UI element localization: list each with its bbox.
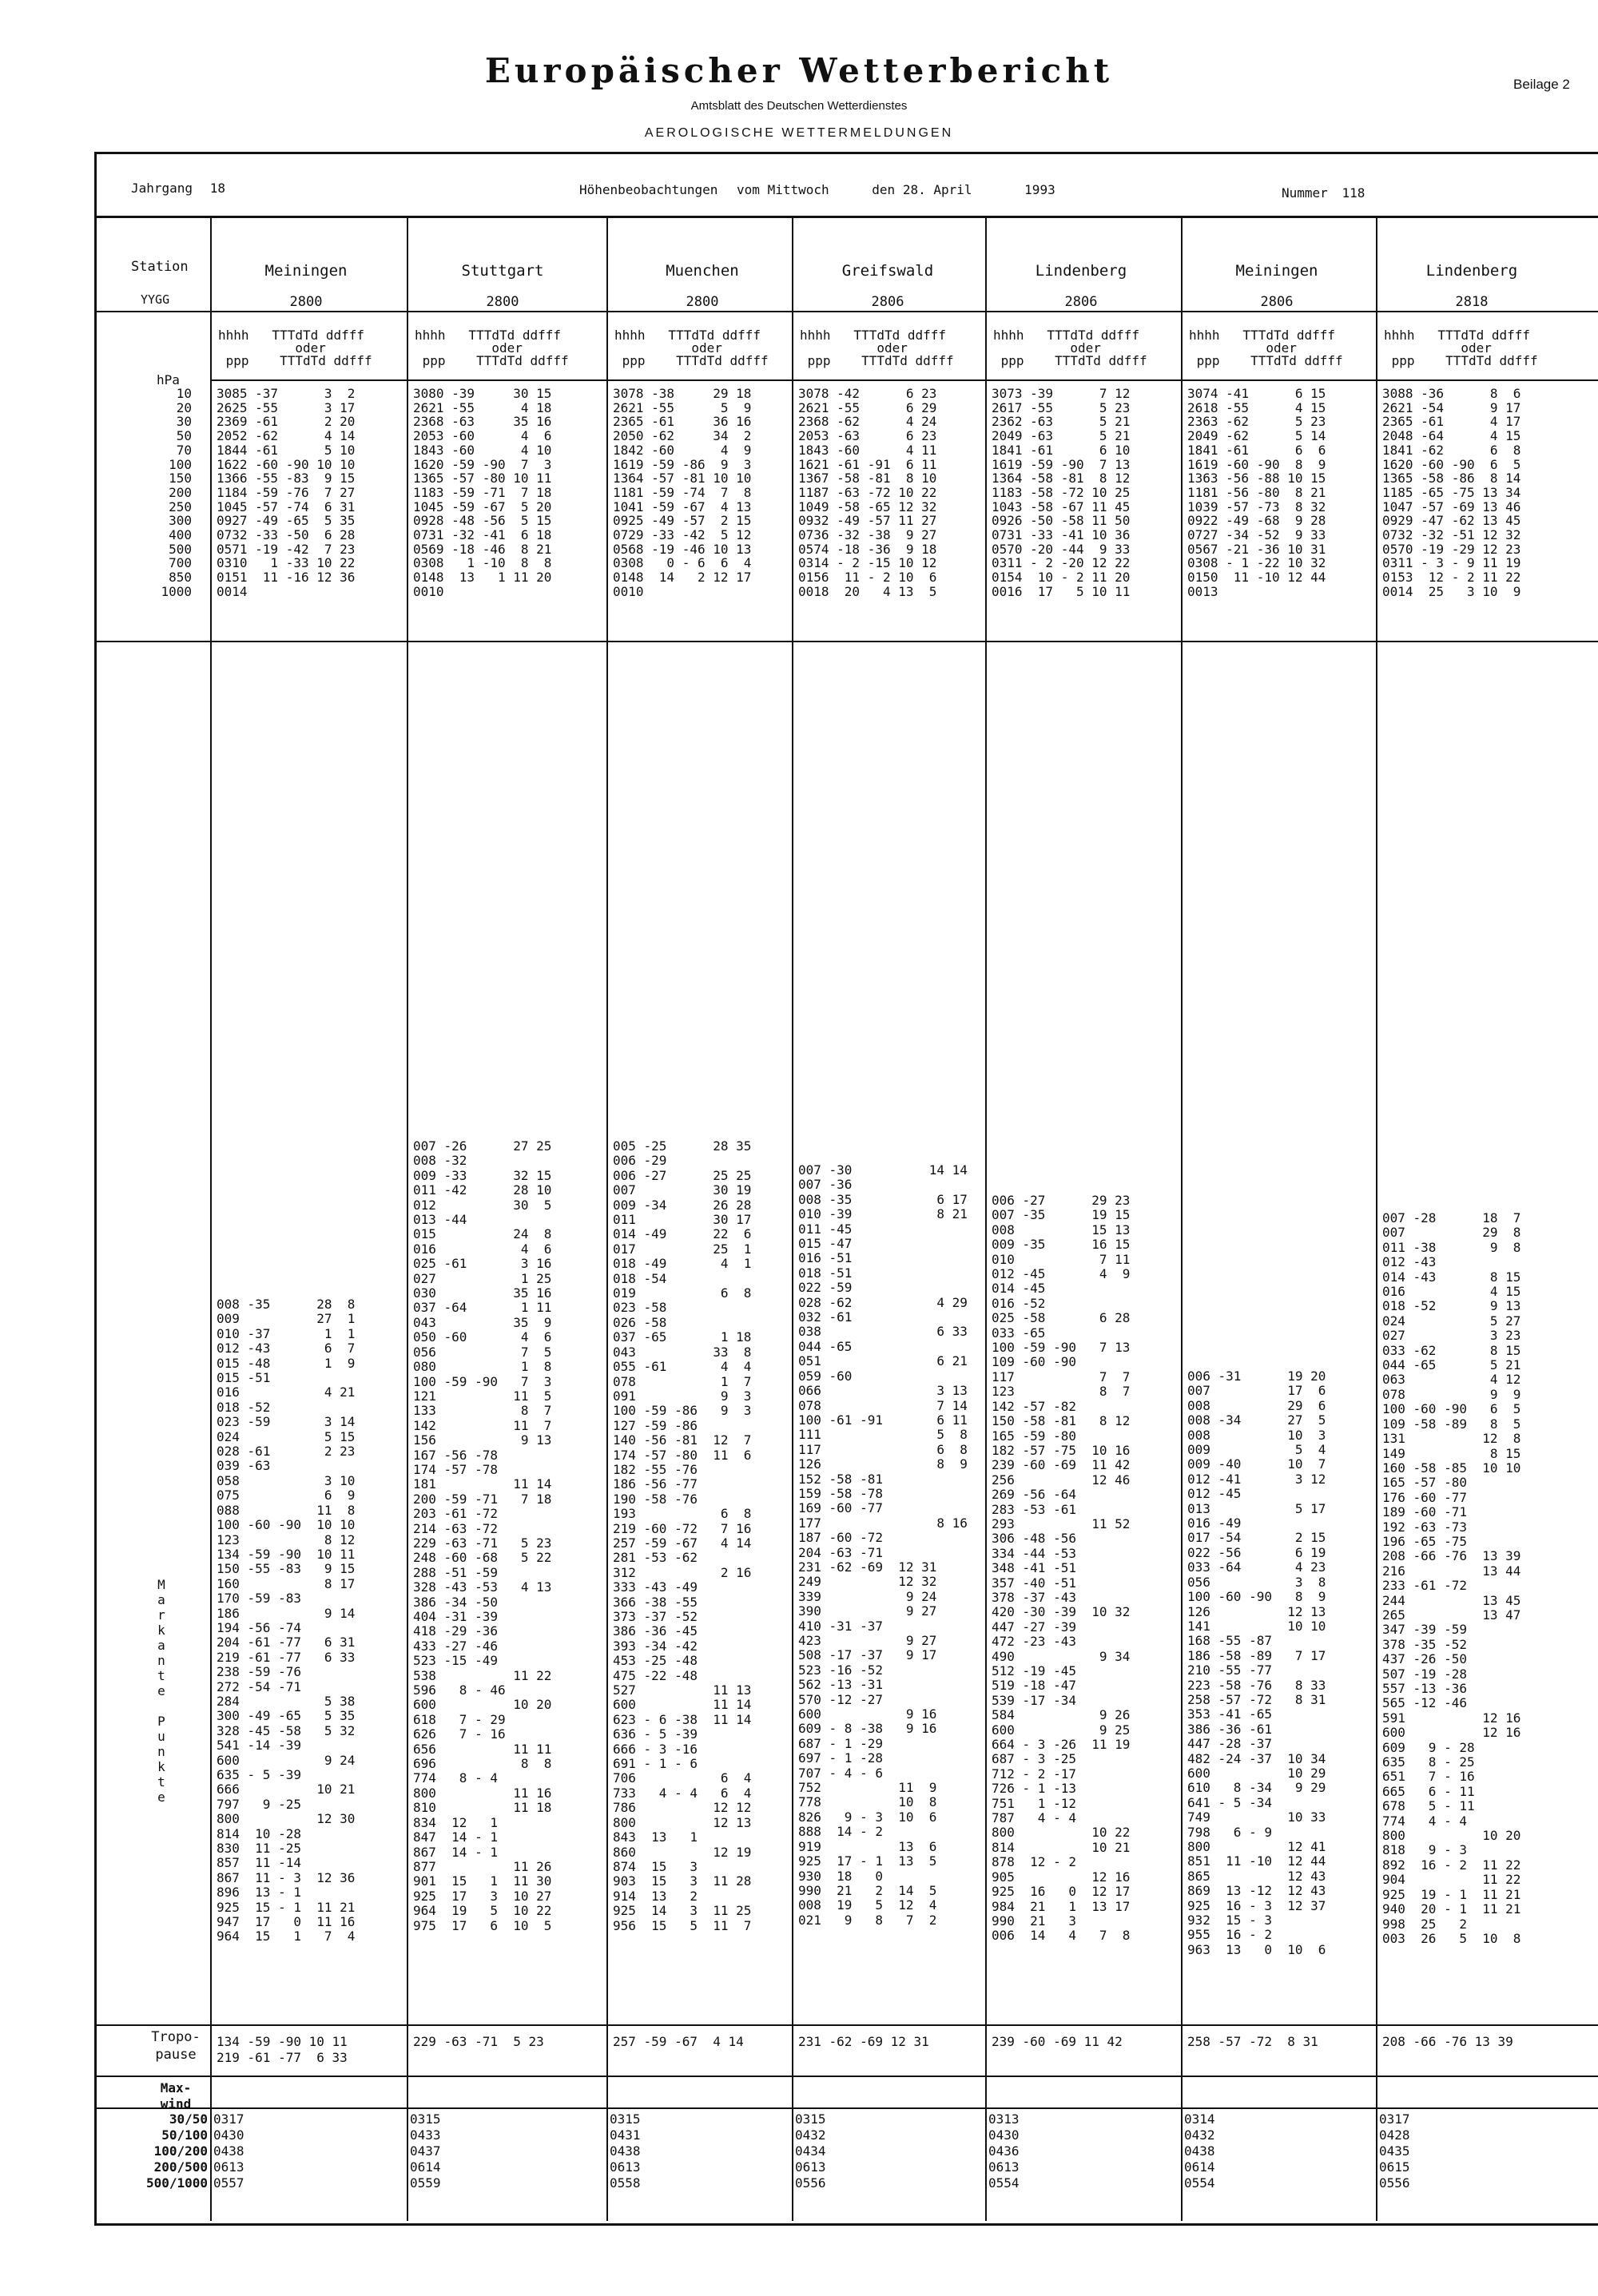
rule-info (94, 216, 1598, 218)
column-divider (792, 216, 793, 2221)
maxwind-data: 0317 0428 0435 0615 0556 (1379, 2111, 1410, 2191)
column-divider (606, 216, 608, 2221)
station-name: Stuttgart (461, 262, 544, 280)
station-yygg: 2800 (486, 294, 519, 310)
significant-points-data: 007 -28 18 7 007 29 8 011 -38 9 8 012 -43 014 -43 8 15 016 4 15 018 -52 9 13 024 5 27 027 3 23 033 -62 8 15 044 -65 5 21 063 4 12 078 9 9 100 -60 -90 6 5 109 -58 -89 8 5 131 12 8 149 8 15 160 -58 -85 10 10 165 -57 -80 176 -60 -77 189 -60 -71 192 -63 -73 196 -65 -75 208 -66 -76 13 39 216 13 44 233 -61 -72 244 13 45 265 13 47 347 -39 -59 378 -35 -52 437 -26 -50 507 -19 -28 557 -13 -36 565 -12 -46 591 12 16 600 12 16 609 9 - 28 635 8 - 25 651 7 - 16 665 6 - 11 678 5 - 11 774 4 - 4 800 10 20 818 9 - 3 892 16 - 2 11 22 904 11 22 925 19 - 1 11 21 940 20 - 1 11 21 998 25 2 003 26 5 10 8 (1382, 1210, 1521, 1946)
maxwind-data: 0315 0433 0437 0614 0559 (410, 2111, 441, 2191)
maxwind-data: 0317 0430 0438 0613 0557 (213, 2111, 244, 2191)
standard-levels-data: 3080 -39 30 15 2621 -55 4 18 2368 -63 35 16 2053 -60 4 6 1843 -60 4 10 1620 -59 -90 7 3 1365 -57 -80 10 11 1183 -59 -71 7 18 1045 -59 -67 5 20 0928 -48 -56 5 15 0731 -32 -41 6 18 0569 -18 -46 8 21 0308 1 -10 8 8 0148 13 1 11 20 0010 (413, 386, 552, 599)
station-name: Meiningen (1235, 262, 1318, 280)
station-yygg: 2800 (289, 294, 323, 310)
station-yygg: 2806 (1260, 294, 1294, 310)
station-label: Station (131, 259, 189, 275)
tropopause-label: Tropo- pause (151, 2029, 201, 2063)
maxwind-data: 0315 0431 0438 0613 0558 (610, 2111, 641, 2191)
tropopause-data: 258 -57 -72 8 31 (1187, 2034, 1318, 2049)
rule-sig (94, 2024, 1598, 2026)
markante-punkte-label: M a r k a n t e P u n k t e (157, 1577, 165, 1805)
station-name: Greifswald (841, 262, 934, 280)
station-yygg: 2806 (871, 294, 904, 310)
section-heading: AEROLOGISCHE WETTERMELDUNGEN (644, 126, 954, 140)
rule-maxwind (94, 2107, 1598, 2109)
station-name: Lindenberg (1035, 262, 1127, 280)
jahrgang-label: Jahrgang (131, 181, 193, 196)
date: 28. April (902, 182, 972, 197)
tropopause-data: 257 -59 -67 4 14 (613, 2034, 744, 2049)
obs-label: Höhenbeobachtungen (579, 182, 718, 197)
rule-main (94, 641, 1598, 642)
column-divider (1376, 216, 1377, 2221)
station-yygg: 2806 (1064, 294, 1098, 310)
hpa-label: hPa (157, 372, 180, 387)
den-label: den (872, 182, 896, 197)
maxwind-data: 0314 0432 0438 0614 0554 (1184, 2111, 1215, 2191)
tropopause-data: 239 -60 -69 11 42 (992, 2034, 1123, 2049)
wind-levels: 30/50 50/100 100/200 200/500 500/1000 (145, 2111, 208, 2191)
column-header: hhhh TTTdTd ddfff oder ppp TTTdTd ddfff (218, 328, 372, 368)
jahrgang-value: 18 (209, 181, 225, 196)
weekday: Mittwoch (767, 182, 829, 197)
significant-points-data: 005 -25 28 35 006 -29 006 -27 25 25 007 30 19 009 -34 26 28 011 30 17 014 -49 22 6 017 25 1 018 -49 4 1 018 -54 019 6 8 023 -58 026 -58 037 -65 1 18 043 33 8 055 -61 4 4 078 1 7 091 9 3 100 -59 -86 9 3 127 -59 -86 140 -56 -81 12 7 174 -57 -80 11 6 182 -55 -76 186 -56 -77 190 -58 -76 193 6 8 219 -60 -72 7 16 257 -59 -67 4 14 281 -53 -62 312 2 16 333 -43 -49 366 -38 -55 373 -37 -52 386 -36 -45 393 -34 -42 453 -25 -48 475 -22 -48 527 11 13 600 11 14 623 - 6 -38 11 14 636 - 5 -39 666 - 3 -16 691 - 1 - 6 706 6 4 733 4 - 4 6 4 786 12 12 800 12 13 843 13 1 860 12 19 874 15 3 903 15 3 11 28 914 13 2 925 14 3 11 25 956 15 5 11 7 (613, 1138, 752, 1933)
station-yygg: 2818 (1455, 294, 1489, 310)
obs-line (579, 182, 1055, 197)
standard-levels-data: 3074 -41 6 15 2618 -55 4 15 2363 -62 5 23 2049 -62 5 14 1841 -61 6 6 1619 -60 -90 8 9 1363 -56 -88 10 15 1181 -56 -80 8 21 1039 -57 -73 8 32 0922 -49 -68 9 28 0727 -34 -52 9 33 0567 -21 -36 10 31 0308 - 1 -22 10 32 0150 11 -10 12 44 0013 (1187, 386, 1326, 599)
station-yygg: 2800 (686, 294, 719, 310)
page-subtitle: Amtsblatt des Deutschen Wetterdienstes (690, 99, 908, 113)
significant-points-data: 006 -31 19 20 007 17 6 008 29 6 008 -34 27 5 008 10 3 009 5 4 009 -40 10 7 012 -41 3 12 012 -45 013 5 17 016 -49 017 -54 2 15 022 -56 6 19 033 -64 4 23 056 3 8 100 -60 -90 8 9 126 12 13 141 10 10 168 -55 -87 186 -58 -89 7 17 210 -55 -77 223 -58 -76 8 33 258 -57 -72 8 31 353 -41 -65 386 -36 -61 447 -28 -37 482 -24 -37 10 34 600 10 29 610 8 -34 9 29 641 - 5 -34 749 10 33 798 6 - 9 800 12 41 851 11 -10 12 44 865 12 43 869 13 -12 12 43 925 16 - 3 12 37 932 15 - 3 955 16 - 2 963 13 0 10 6 (1187, 1368, 1326, 1957)
tropopause-data: 229 -63 -71 5 23 (413, 2034, 544, 2049)
rule-colhead (210, 379, 1598, 381)
rule-tropo (94, 2076, 1598, 2077)
column-divider (407, 216, 408, 2221)
maxwind-label: Max- wind (160, 2080, 192, 2111)
standard-levels-data: 3073 -39 7 12 2617 -55 5 23 2362 -63 5 21 2049 -63 5 21 1841 -61 6 10 1619 -59 -90 7 13 1364 -58 -81 8 12 1183 -58 -72 10 25 1043 -58 -67 11 45 0926 -50 -58 11 50 0731 -33 -41 10 36 0570 -20 -44 9 33 0311 - 2 -20 12 22 0154 10 - 2 11 20 0016 17 5 10 11 (992, 386, 1131, 599)
jahrgang-row (131, 181, 225, 196)
nummer-label: Nummer (1282, 185, 1328, 201)
column-divider (985, 216, 987, 2221)
year: 1993 (1024, 182, 1055, 197)
column-divider (1181, 216, 1183, 2221)
significant-points-data: 006 -27 29 23 007 -35 19 15 008 15 13 009 -35 16 15 010 7 11 012 -45 4 9 014 -45 016 -52 025 -58 6 28 033 -65 100 -59 -90 7 13 109 -60 -90 117 7 7 123 8 7 142 -57 -82 150 -58 -81 8 12 165 -59 -80 182 -57 -75 10 16 239 -60 -69 11 42 256 12 46 269 -56 -64 283 -53 -61 293 11 52 306 -48 -56 334 -44 -53 348 -41 -51 357 -40 -51 378 -37 -43 420 -30 -39 10 32 447 -27 -39 472 -23 -43 490 9 34 512 -19 -45 519 -18 -47 539 -17 -34 584 9 26 600 9 25 664 - 3 -26 11 19 687 - 3 -25 712 - 2 -17 726 - 1 -13 751 1 -12 787 4 - 4 800 10 22 814 10 21 878 12 - 2 905 12 16 925 16 0 12 17 984 21 1 13 17 990 21 3 006 14 4 7 8 (992, 1193, 1131, 1944)
tropopause-data: 208 -66 -76 13 39 (1382, 2034, 1513, 2049)
significant-points-data: 007 -30 14 14 007 -36 008 -35 6 17 010 -39 8 21 011 -45 015 -47 016 -51 018 -51 022 -59 028 -62 4 29 032 -61 038 6 33 044 -65 051 6 21 059 -60 066 3 13 078 7 14 100 -61 -91 6 11 111 5 8 117 6 8 126 8 9 152 -58 -81 159 -58 -78 169 -60 -77 177 8 16 187 -60 -72 204 -63 -71 231 -62 -69 12 31 249 12 32 339 9 24 390 9 27 410 -31 -37 423 9 27 508 -17 -37 9 17 523 -16 -52 562 -13 -31 570 -12 -27 600 9 16 609 - 8 -38 9 16 687 - 1 -29 697 - 1 -28 707 - 4 - 6 752 11 9 778 10 8 826 9 - 3 10 6 888 14 - 2 919 13 6 925 17 - 1 13 5 930 18 0 990 21 2 14 5 008 19 5 12 4 021 9 8 7 2 (798, 1162, 968, 1928)
significant-points-data: 007 -26 27 25 008 -32 009 -33 32 15 011 -42 28 10 012 30 5 013 -44 015 24 8 016 4 6 025 -61 3 16 027 1 25 030 35 16 037 -64 1 11 043 35 9 050 -60 4 6 056 7 5 080 1 8 100 -59 -90 7 3 121 11 5 133 8 7 142 11 7 156 9 13 167 -56 -78 174 -57 -78 181 11 14 200 -59 -71 7 18 203 -61 -72 214 -63 -72 229 -63 -71 5 23 248 -60 -68 5 22 288 -51 -59 328 -43 -53 4 13 386 -34 -50 404 -31 -39 418 -29 -36 433 -27 -46 523 -15 -49 538 11 22 596 8 - 46 600 10 20 618 7 - 29 626 7 - 16 656 11 11 696 8 8 774 8 - 4 800 11 16 810 11 18 834 12 1 847 14 - 1 867 14 - 1 877 11 26 901 15 1 11 30 925 17 3 10 27 964 19 5 10 22 975 17 6 10 5 (413, 1138, 552, 1933)
station-name: Lindenberg (1425, 262, 1518, 280)
vom-label: vom (737, 182, 760, 197)
beilage-label: Beilage 2 (1513, 77, 1570, 92)
tropopause-data: 134 -59 -90 10 11 219 -61 -77 6 33 (217, 2034, 348, 2065)
pressure-levels: 10 20 30 50 70 100 150 200 250 300 400 500 700 850 1000 (161, 386, 192, 599)
station-name: Meiningen (264, 262, 348, 280)
column-divider (210, 216, 212, 2221)
column-header: hhhh TTTdTd ddfff oder ppp TTTdTd ddfff (1189, 328, 1343, 368)
page-title: Europäischer Wetterbericht (484, 51, 1114, 90)
nummer-row (1282, 185, 1365, 201)
rule-stations (94, 311, 1598, 312)
column-header: hhhh TTTdTd ddfff oder ppp TTTdTd ddfff (614, 328, 769, 368)
column-header: hhhh TTTdTd ddfff oder ppp TTTdTd ddfff (415, 328, 569, 368)
standard-levels-data: 3078 -42 6 23 2621 -55 6 29 2368 -62 4 24 2053 -63 6 23 1843 -60 4 11 1621 -61 -91 6 11 1367 -58 -81 8 10 1187 -63 -72 10 22 1049 -58 -65 12 32 0932 -49 -57 11 27 0736 -32 -38 9 27 0574 -18 -36 9 18 0314 - 2 -15 10 12 0156 11 - 2 10 6 0018 20 4 13 5 (798, 386, 937, 599)
nummer-value: 118 (1342, 185, 1365, 201)
column-header: hhhh TTTdTd ddfff oder ppp TTTdTd ddfff (993, 328, 1147, 368)
standard-levels-data: 3085 -37 3 2 2625 -55 3 17 2369 -61 2 20 2052 -62 4 14 1844 -61 5 10 1622 -60 -90 10 10 1366 -55 -83 9 15 1184 -59 -76 7 27 1045 -57 -74 6 31 0927 -49 -65 5 35 0732 -33 -50 6 28 0571 -19 -42 7 23 0310 1 -33 10 22 0151 11 -16 12 36 0014 (217, 386, 356, 599)
column-header: hhhh TTTdTd ddfff oder ppp TTTdTd ddfff (800, 328, 954, 368)
station-name: Muenchen (666, 262, 739, 280)
maxwind-data: 0313 0430 0436 0613 0554 (988, 2111, 1020, 2191)
yygg-label: YYGG (141, 292, 170, 307)
tropopause-data: 231 -62 -69 12 31 (798, 2034, 929, 2049)
standard-levels-data: 3078 -38 29 18 2621 -55 5 9 2365 -61 36 16 2050 -62 34 2 1842 -60 4 9 1619 -59 -86 9 3 1364 -57 -81 10 10 1181 -59 -74 7 8 1041 -59 -67 4 13 0925 -49 -57 2 15 0729 -33 -42 5 12 0568 -19 -46 10 13 0308 0 - 6 6 4 0148 14 2 12 17 0010 (613, 386, 752, 599)
column-header: hhhh TTTdTd ddfff oder ppp TTTdTd ddfff (1384, 328, 1538, 368)
standard-levels-data: 3088 -36 8 6 2621 -54 9 17 2365 -61 4 17 2048 -64 4 15 1841 -62 6 8 1620 -60 -90 6 5 1365 -58 -86 8 14 1185 -65 -75 13 34 1047 -57 -69 13 46 0929 -47 -62 13 45 0732 -32 -51 12 32 0570 -19 -29 12 23 0311 - 3 - 9 11 19 0153 12 - 2 11 22 0014 25 3 10 9 (1382, 386, 1521, 599)
significant-points-data: 008 -35 28 8 009 27 1 010 -37 1 1 012 -43 6 7 015 -48 1 9 015 -51 016 4 21 018 -52 023 -59 3 14 024 5 15 028 -61 2 23 039 -63 058 3 10 075 6 9 088 11 8 100 -60 -90 10 10 123 8 12 134 -59 -90 10 11 150 -55 -83 9 15 160 8 17 170 -59 -83 186 9 14 194 -56 -74 204 -61 -77 6 31 219 -61 -77 6 33 238 -59 -76 272 -54 -71 284 5 38 300 -49 -65 5 35 328 -45 -58 5 32 541 -14 -39 600 9 24 635 - 5 -39 666 10 21 797 9 -25 800 12 30 814 10 -28 830 11 -25 857 11 -14 867 11 - 3 12 36 896 13 - 1 925 15 - 1 11 21 947 17 0 11 16 964 15 1 7 4 (217, 1297, 356, 1944)
maxwind-data: 0315 0432 0434 0613 0556 (795, 2111, 826, 2191)
